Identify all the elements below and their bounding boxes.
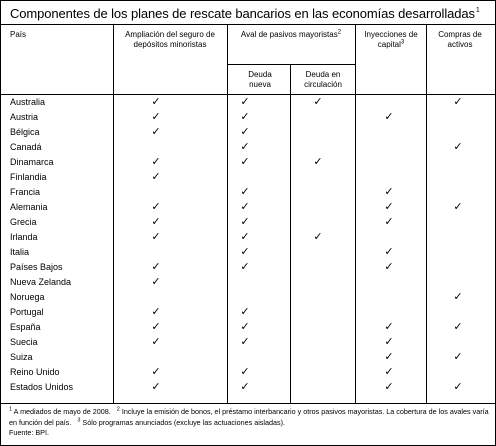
check-mark-ampliacion: ✓ — [151, 381, 161, 393]
check-mark-compras: ✓ — [453, 381, 463, 393]
footnote-2-mark: 2 — [116, 406, 120, 413]
check-mark-deuda-nueva: ✓ — [240, 156, 250, 168]
check-mark-inyecciones: ✓ — [384, 201, 394, 213]
header-ampliacion: Ampliación del seguro de depósitos minoristas — [125, 30, 215, 49]
country-label: Suecia — [10, 337, 38, 347]
check-mark-ampliacion: ✓ — [151, 321, 161, 333]
country-label: Países Bajos — [10, 262, 63, 272]
col-divider-5 — [426, 24, 427, 403]
footnote-1-mark: 1 — [9, 406, 13, 413]
title-text: Componentes de los planes de rescate bancarios en las economías desarrolladas — [10, 6, 475, 21]
country-label: Bélgica — [10, 127, 40, 137]
country-label: Nueva Zelanda — [10, 277, 72, 287]
country-label: Reino Unido — [10, 367, 60, 377]
header-deuda-circulacion: Deuda en circulación — [304, 70, 342, 89]
check-mark-inyecciones: ✓ — [384, 381, 394, 393]
col-divider-2 — [227, 24, 228, 403]
country-label: Austria — [10, 112, 39, 122]
country-label: Canadá — [10, 142, 42, 152]
check-mark-ampliacion: ✓ — [151, 126, 161, 138]
col-divider-1 — [113, 24, 114, 403]
header-aval-text: Aval de pasivos mayoristas — [240, 30, 338, 39]
check-mark-deuda-nueva: ✓ — [240, 366, 250, 378]
check-mark-inyecciones: ✓ — [384, 111, 394, 123]
check-mark-deuda-nueva: ✓ — [240, 126, 250, 138]
check-mark-ampliacion: ✓ — [151, 156, 161, 168]
check-mark-ampliacion: ✓ — [151, 111, 161, 123]
check-mark-inyecciones: ✓ — [384, 366, 394, 378]
check-mark-deuda-nueva: ✓ — [240, 141, 250, 153]
country-label: Noruega — [10, 292, 45, 302]
check-mark-deuda-nueva: ✓ — [240, 381, 250, 393]
check-mark-deuda-nueva: ✓ — [240, 306, 250, 318]
title-footnote-mark: 1 — [475, 6, 480, 14]
footnotes — [9, 407, 491, 439]
check-mark-ampliacion: ✓ — [151, 171, 161, 183]
footnote-2: Incluye la emisión de bonos, el préstamo interbancario y otros pasivos mayoristas. La cobertura de los avales varía en función del país. — [9, 407, 489, 427]
check-mark-ampliacion: ✓ — [151, 336, 161, 348]
country-label: Grecia — [10, 217, 37, 227]
country-label: Suiza — [10, 352, 33, 362]
header-aval-mark: 2 — [337, 29, 342, 36]
check-mark-deuda-circulacion: ✓ — [313, 156, 323, 168]
country-label: Italia — [10, 247, 30, 257]
header-aval — [229, 30, 353, 40]
header-deuda-nueva: Deuda nueva — [248, 70, 272, 89]
check-mark-ampliacion: ✓ — [151, 201, 161, 213]
check-mark-compras: ✓ — [453, 201, 463, 213]
footnote-3: Sólo programas anunciados (excluye las actuaciones aisladas). — [82, 417, 285, 427]
rule-below-header — [1, 94, 495, 95]
header-compras: Compras de activos — [438, 30, 482, 49]
check-mark-inyecciones: ✓ — [384, 321, 394, 333]
check-mark-compras: ✓ — [453, 96, 463, 108]
check-mark-compras: ✓ — [453, 291, 463, 303]
check-mark-deuda-nueva: ✓ — [240, 336, 250, 348]
header-pais: País — [10, 30, 27, 39]
country-label: Francia — [10, 187, 41, 197]
country-label: Estados Unidos — [10, 382, 74, 392]
check-mark-ampliacion: ✓ — [151, 231, 161, 243]
check-mark-inyecciones: ✓ — [384, 246, 394, 258]
check-mark-deuda-nueva: ✓ — [240, 231, 250, 243]
check-mark-deuda-circulacion: ✓ — [313, 96, 323, 108]
rule-below-title — [1, 24, 495, 25]
check-mark-deuda-nueva: ✓ — [240, 201, 250, 213]
check-mark-inyecciones: ✓ — [384, 216, 394, 228]
country-label: Portugal — [10, 307, 44, 317]
check-mark-deuda-nueva: ✓ — [240, 321, 250, 333]
footnote-3-mark: 3 — [77, 417, 81, 424]
country-label: Alemania — [10, 202, 48, 212]
footnote-1: A mediados de mayo de 2008. — [13, 407, 111, 416]
footnote-line-1 — [9, 407, 491, 428]
country-label: Dinamarca — [10, 157, 54, 167]
check-mark-compras: ✓ — [453, 321, 463, 333]
rule-subheader — [227, 64, 355, 65]
check-mark-deuda-nueva: ✓ — [240, 186, 250, 198]
header-inyecciones-mark: 3 — [400, 39, 405, 46]
check-mark-inyecciones: ✓ — [384, 261, 394, 273]
check-mark-inyecciones: ✓ — [384, 186, 394, 198]
header-inyecciones — [363, 30, 419, 50]
check-mark-ampliacion: ✓ — [151, 366, 161, 378]
check-mark-inyecciones: ✓ — [384, 351, 394, 363]
check-mark-ampliacion: ✓ — [151, 276, 161, 288]
rule-above-notes — [1, 403, 495, 404]
col-divider-3 — [290, 64, 291, 403]
check-mark-deuda-circulacion: ✓ — [313, 231, 323, 243]
check-mark-compras: ✓ — [453, 351, 463, 363]
check-mark-ampliacion: ✓ — [151, 306, 161, 318]
check-mark-deuda-nueva: ✓ — [240, 261, 250, 273]
check-mark-deuda-nueva: ✓ — [240, 96, 250, 108]
check-mark-ampliacion: ✓ — [151, 216, 161, 228]
check-mark-ampliacion: ✓ — [151, 261, 161, 273]
source-note: Fuente: BPI. — [9, 428, 49, 437]
country-label: Finlandia — [10, 172, 47, 182]
check-mark-ampliacion: ✓ — [151, 96, 161, 108]
check-mark-deuda-nueva: ✓ — [240, 216, 250, 228]
check-mark-deuda-nueva: ✓ — [240, 111, 250, 123]
col-divider-4 — [355, 24, 356, 403]
country-label: Australia — [10, 97, 46, 107]
country-label: Irlanda — [10, 232, 38, 242]
country-label: España — [10, 322, 41, 332]
check-mark-deuda-nueva: ✓ — [240, 246, 250, 258]
check-mark-compras: ✓ — [453, 141, 463, 153]
header-inyecciones-text: Inyecciones de capital — [364, 30, 418, 49]
table-title — [10, 6, 480, 21]
check-mark-inyecciones: ✓ — [384, 336, 394, 348]
